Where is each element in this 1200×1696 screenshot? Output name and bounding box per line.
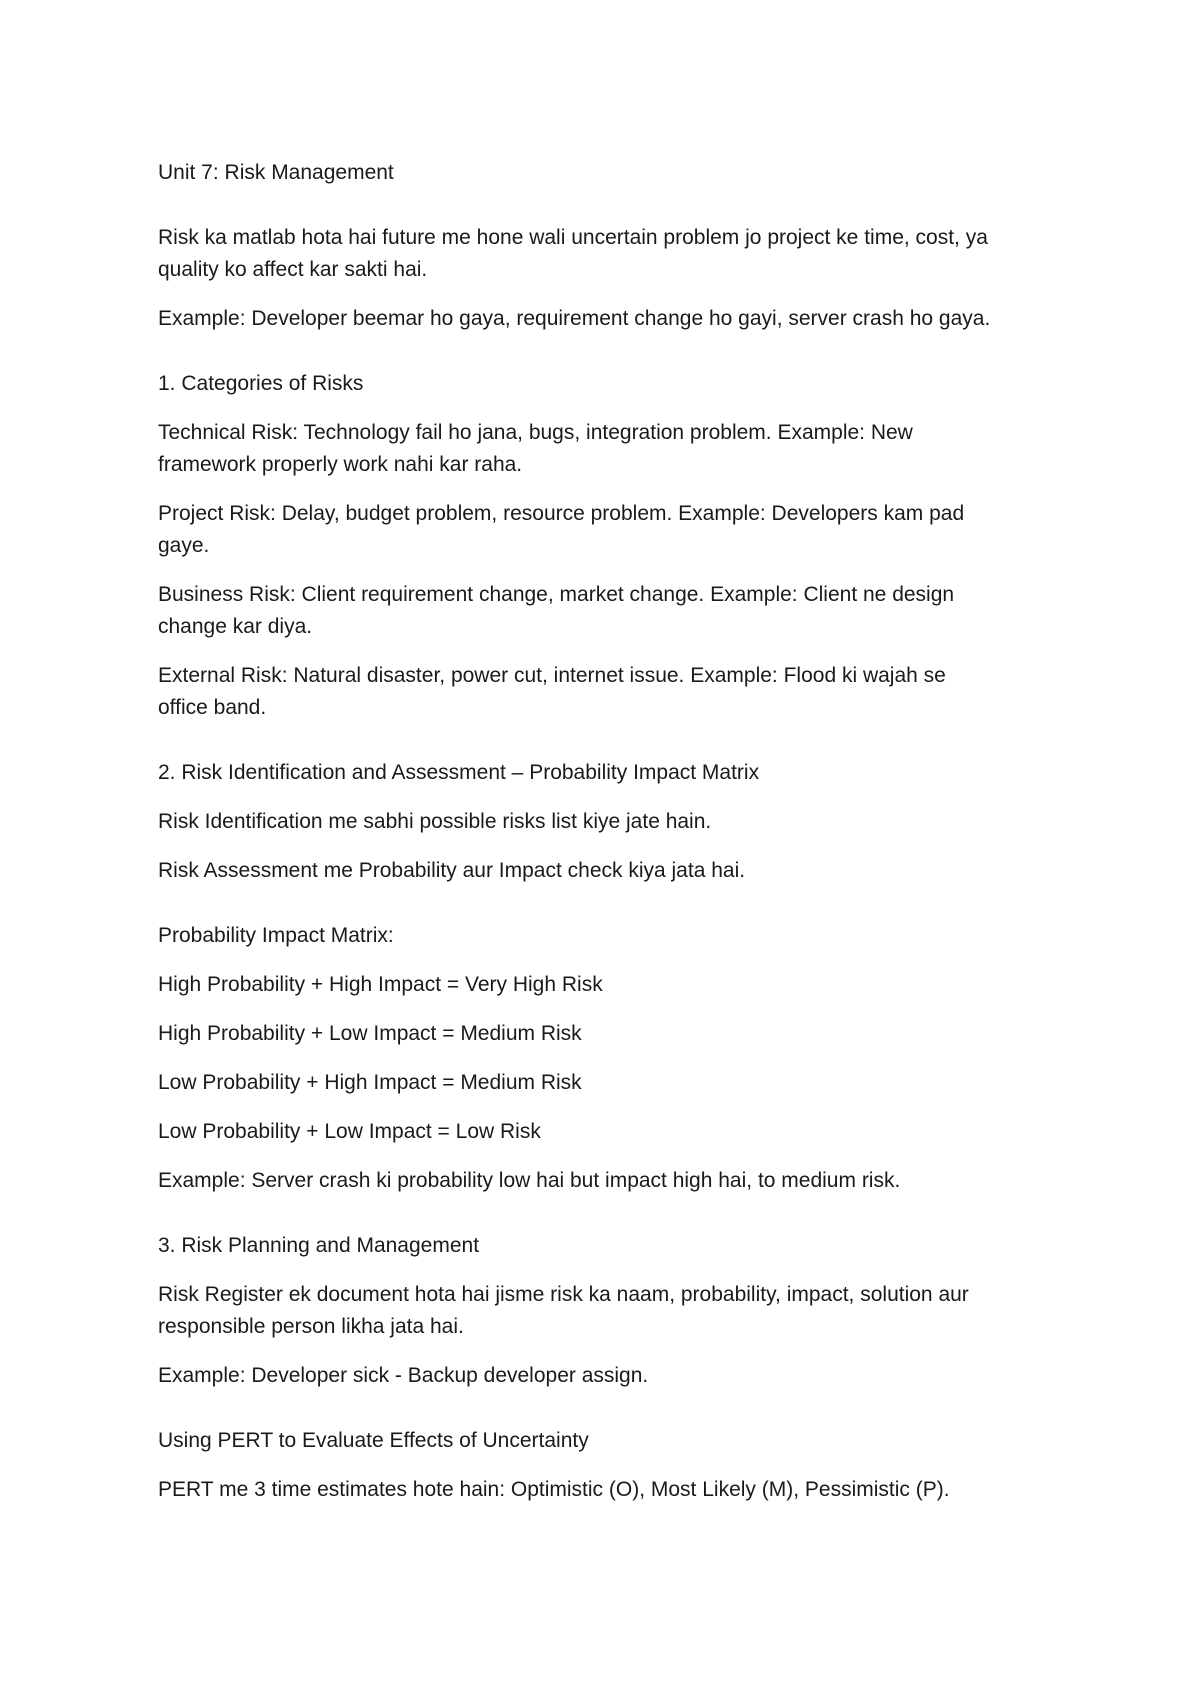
matrix-row: High Probability + Low Impact = Medium Risk: [158, 1022, 582, 1045]
risk-register-example: Example: Developer sick - Backup developer assign.: [158, 1364, 649, 1387]
technical-risk-line-2: framework properly work nahi kar raha.: [158, 453, 523, 476]
matrix-row: Low Probability + Low Impact = Low Risk: [158, 1120, 541, 1143]
matrix-heading: Probability Impact Matrix:: [158, 924, 394, 947]
matrix-row: Low Probability + High Impact = Medium Risk: [158, 1071, 582, 1094]
risk-register-line-1: Risk Register ek document hota hai jisme risk ka naam, probability, impact, solution aur: [158, 1283, 969, 1306]
intro-example: Example: Developer beemar ho gaya, requirement change ho gayi, server crash ho gaya.: [158, 307, 991, 330]
document-title: Unit 7: Risk Management: [158, 161, 394, 184]
intro-paragraph-line-2: quality ko affect kar sakti hai.: [158, 258, 428, 281]
pert-estimates-text: PERT me 3 time estimates hote hain: Optimistic (O), Most Likely (M), Pessimistic (P).: [158, 1478, 950, 1501]
matrix-example: Example: Server crash ki probability low hai but impact high hai, to medium risk.: [158, 1169, 901, 1192]
business-risk-line-1: Business Risk: Client requirement change, market change. Example: Client ne design: [158, 583, 955, 606]
project-risk-line-2: gaye.: [158, 534, 210, 557]
matrix-row: High Probability + High Impact = Very High Risk: [158, 973, 603, 996]
section-1-heading: 1. Categories of Risks: [158, 372, 364, 395]
business-risk-line-2: change kar diya.: [158, 615, 313, 638]
risk-identification-text: Risk Identification me sabhi possible risks list kiye jate hain.: [158, 810, 712, 833]
external-risk-line-1: External Risk: Natural disaster, power cut, internet issue. Example: Flood ki wajah se: [158, 664, 946, 687]
project-risk-line-1: Project Risk: Delay, budget problem, resource problem. Example: Developers kam pad: [158, 502, 965, 525]
pert-heading: Using PERT to Evaluate Effects of Uncertainty: [158, 1429, 589, 1452]
technical-risk-line-1: Technical Risk: Technology fail ho jana, bugs, integration problem. Example: New: [158, 421, 913, 444]
risk-assessment-text: Risk Assessment me Probability aur Impact check kiya jata hai.: [158, 859, 746, 882]
intro-paragraph-line-1: Risk ka matlab hota hai future me hone wali uncertain problem jo project ke time, cost, ya: [158, 226, 988, 249]
section-3-heading: 3. Risk Planning and Management: [158, 1234, 480, 1257]
external-risk-line-2: office band.: [158, 696, 267, 719]
section-2-heading: 2. Risk Identification and Assessment – Probability Impact Matrix: [158, 761, 760, 784]
risk-register-line-2: responsible person likha jata hai.: [158, 1315, 464, 1338]
